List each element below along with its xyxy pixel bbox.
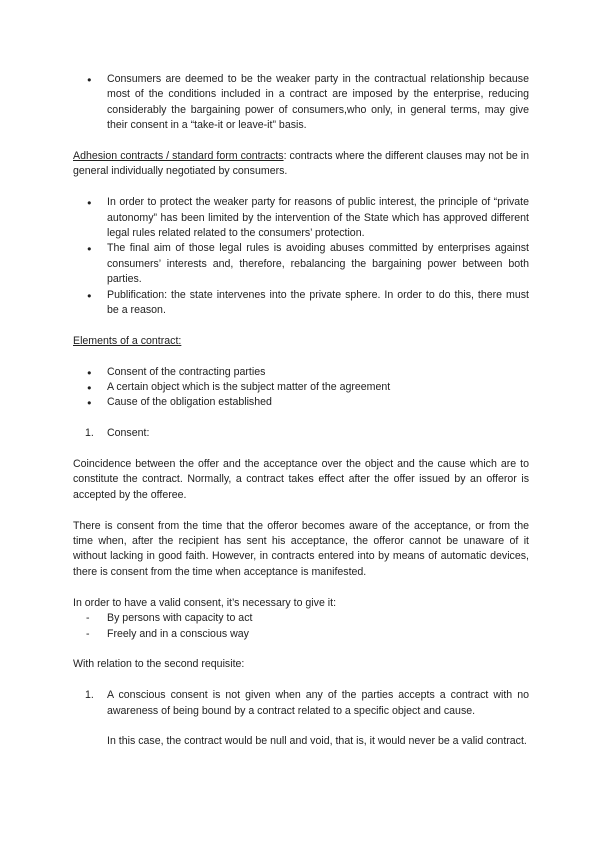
list-item: ● Cause of the obligation established xyxy=(107,395,529,410)
list-number: 1. xyxy=(85,427,94,440)
adhesion-bullet-list xyxy=(73,195,529,318)
consent-subsection xyxy=(73,426,529,441)
paragraph-consent-time: There is consent from the time that the offeror becomes aware of the acceptance, or from the time when, after the recipient has sent his acceptance, the offeror cannot be unaware of it without lacking in good faith. However, in contracts entered into by means of automatic devices, there is consent from the time when acceptance is manifested. xyxy=(73,519,529,578)
elements-heading: Elements of a contract: xyxy=(73,334,182,347)
elements-bullet-list xyxy=(73,365,529,411)
list-item: ● Consent of the contracting parties xyxy=(107,365,529,380)
list-item: ● The final aim of those legal rules is avoiding abuses committed by enterprises against consumers’ interests and, therefore, rebalancing the bargaining power between both parties. xyxy=(107,241,529,287)
adhesion-paragraph xyxy=(73,149,529,180)
list-item: ● Consumers are deemed to be the weaker party in the contractual relationship because most of the conditions included in a contract are imposed by the enterprise, reducing considerably the bargaining power of consumers,who only, in general terms, may give their consent in a “take-it or leave-it” basis. xyxy=(107,72,529,134)
adhesion-definition: : contracts where the different clauses may not be in general individually negotiated by consumers. xyxy=(73,150,529,178)
consent-heading: Consent: xyxy=(107,427,150,440)
list-item: ● Publification: the state intervenes into the private sphere. In order to do this, there must be a reason. xyxy=(107,288,529,319)
list-item: - By persons with capacity to act xyxy=(107,611,529,626)
list-item xyxy=(85,688,529,750)
list-item: ● In order to protect the weaker party for reasons of public interest, the principle of “private autonomy” has been limited by the intervention of the State which has approved different legal rules related related to the consumers’ protection. xyxy=(107,195,529,241)
paragraph-coincidence: Coincidence between the offer and the acceptance over the object and the cause which are to constitute the contract. Normally, a contract takes effect after the offer issued by an offeror is accepted by the offeree. xyxy=(73,458,529,501)
list-item-note: In this case, the contract would be null and void, that is, it would never be a valid contract. xyxy=(107,735,527,748)
list-number: 1. xyxy=(85,689,94,702)
paragraph-valid-consent: In order to have a valid consent, it’s necessary to give it: xyxy=(73,596,337,609)
list-item: - Freely and in a conscious way xyxy=(107,627,529,642)
list-item: ● A certain object which is the subject matter of the agreement xyxy=(107,380,529,395)
document-body xyxy=(73,72,529,750)
adhesion-term: Adhesion contracts / standard form contracts xyxy=(73,150,284,163)
list-item xyxy=(85,426,529,441)
list-item-text: A conscious consent is not given when any of the parties accepts a contract with no awareness of being bound by a contract related to a specific object and cause. xyxy=(107,689,529,717)
second-requisite-intro: With relation to the second requisite: xyxy=(73,658,245,671)
second-requisite-list xyxy=(73,688,529,750)
intro-bullet-list xyxy=(73,72,529,134)
requirements-list xyxy=(73,611,529,642)
